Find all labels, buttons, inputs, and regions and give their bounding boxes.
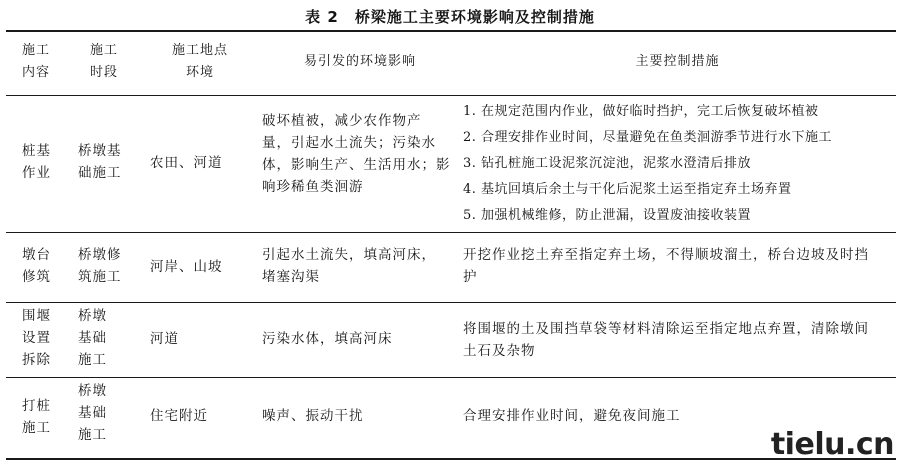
header-rule: [6, 95, 896, 96]
measure-item: 1. 在规定范围内作业，做好临时挡护，完工后恢复破坏植被: [463, 104, 819, 119]
row-impact: 噪声、振动干扰: [262, 408, 364, 424]
header-content: 施工 内容: [22, 43, 51, 80]
row-measures: 开挖作业挖土弃至指定弃土场，不得顺坡溜土，桥台边坡及时挡 护: [463, 247, 869, 285]
header-impact: 易引发的环境影响: [303, 54, 416, 69]
measure-item: 3. 钻孔桩施工设泥浆沉淀池，泥浆水澄清后排放: [463, 156, 752, 171]
row-impact: 污染水体，填高河床: [262, 331, 393, 347]
watermark-logo: tielu.cn: [770, 427, 894, 462]
header-location: 施工地点 环境: [171, 43, 228, 80]
row-rule-2: [6, 302, 896, 303]
row-period: 桥墩 基础 施工: [78, 308, 107, 368]
bottom-rule: [6, 458, 896, 460]
table-title: 表 2 桥梁施工主要环境影响及控制措施: [305, 8, 595, 26]
row-location: 河岸、山坡: [150, 259, 223, 275]
row-period: 桥墩基 础施工: [78, 143, 122, 181]
header-measures: 主要控制措施: [635, 54, 720, 69]
row-location: 河道: [150, 331, 179, 347]
measure-item: 2. 合理安排作业时间，尽量避免在鱼类洄游季节进行水下施工: [463, 130, 833, 145]
row-measures: 将围堰的土及围挡草袋等材料清除运至指定地点弃置，清除墩间 土石及杂物: [463, 321, 869, 359]
row-impact: 引起水土流失，填高河床， 堵塞沟渠: [262, 247, 436, 285]
header-period: 施工 时段: [90, 43, 119, 80]
row-content: 墩台 修筑: [22, 247, 51, 285]
row-impact: 破坏植被，减少农作物产 量，引起水土流失；污染水 体，影响生产、生活用水；影 响珍稀鱼类洄游: [262, 113, 451, 195]
measure-item: 4. 基坑回填后余土与干化后泥浆土运至指定弃土场弃置: [463, 182, 792, 197]
row-period: 桥墩修 筑施工: [78, 247, 122, 285]
row-location: 农田、河道: [150, 155, 223, 171]
row-rule-1: [6, 232, 896, 233]
row-measures: 合理安排作业时间，避免夜间施工: [463, 408, 681, 424]
row-content: 桩基 作业: [22, 143, 51, 181]
row-rule-3: [6, 377, 896, 378]
top-rule: [6, 30, 896, 32]
measure-item: 5. 加强机械维修，防止泄漏，设置废油接收装置: [463, 208, 752, 223]
row-location: 住宅附近: [150, 408, 208, 424]
row-content: 围堰 设置 拆除: [22, 308, 51, 368]
row-content: 打桩 施工: [22, 398, 51, 436]
measures-list: [463, 99, 893, 229]
row-period: 桥墩 基础 施工: [78, 383, 107, 443]
